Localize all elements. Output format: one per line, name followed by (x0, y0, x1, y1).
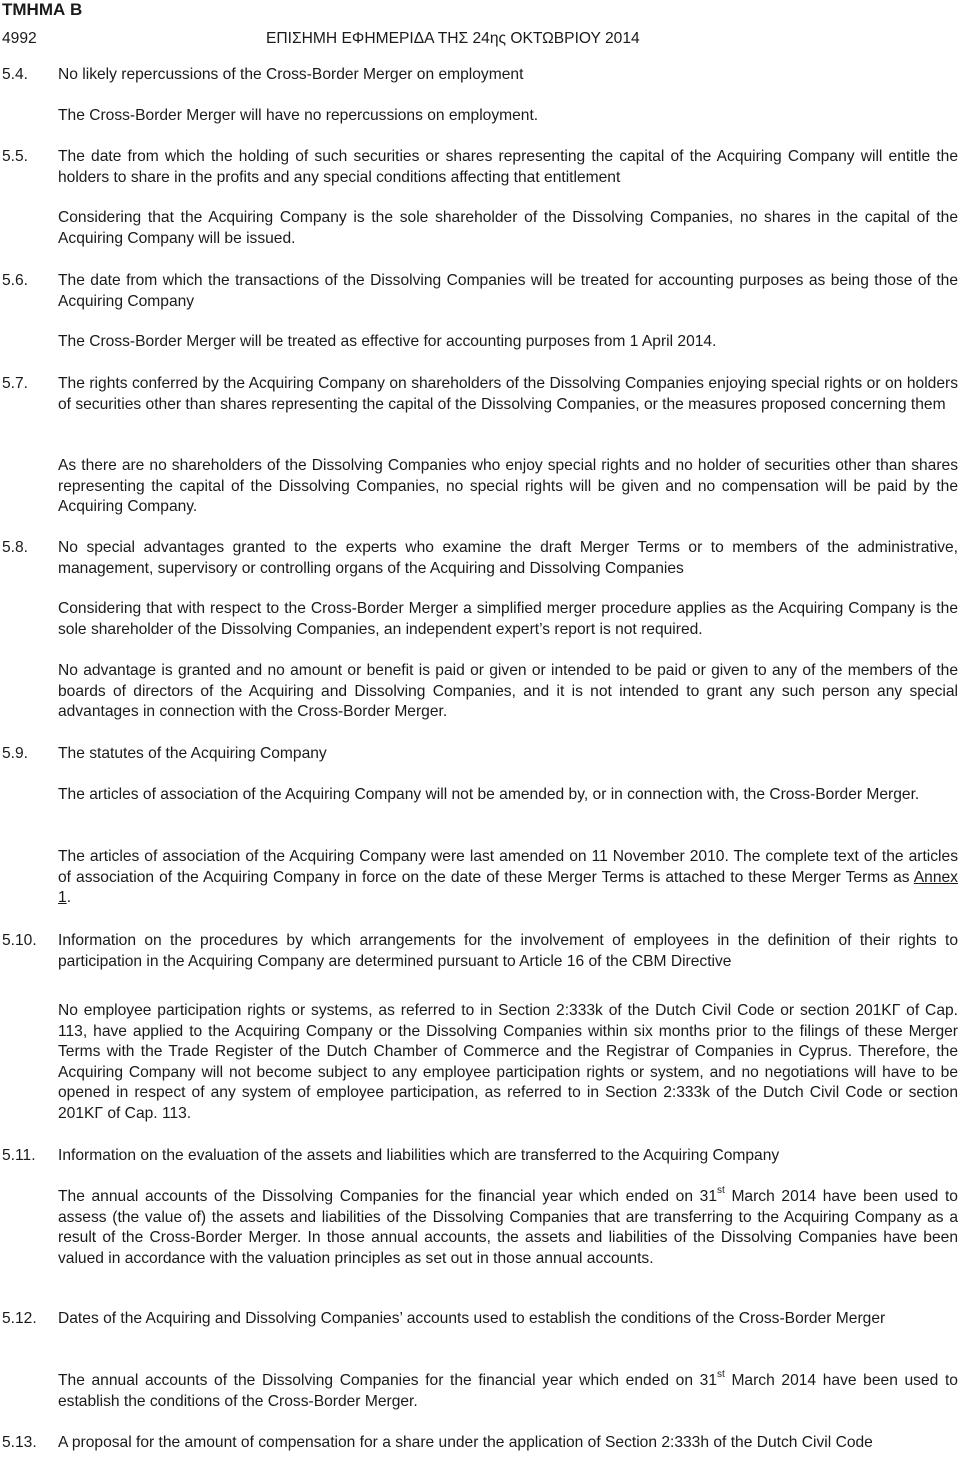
body-paragraph: Considering that with respect to the Cross-Border Merger a simplified merger procedure applies as the Acquiring Company is the sole shareholder of the Dissolving Companies, an independent expert’s report is not required. (58, 600, 958, 638)
section-number: 5.10. (2, 932, 37, 949)
body-paragraph (58, 847, 958, 909)
paragraph-text: The annual accounts of the Dissolving Companies for the financial year which ended on 31 (58, 1372, 718, 1389)
body-paragraph: The Cross-Border Merger will have no repercussions on employment. (58, 107, 539, 124)
section-heading: Information on the procedures by which arrangements for the involvement of employees in the definition of their rights to participation in the Acquiring Company are determined pursuant to Article 16 of the CBM Directive (58, 932, 958, 970)
section-heading: No special advantages granted to the experts who examine the draft Merger Terms or to members of the administrative, management, supervisory or controlling organs of the Acquiring and Dissolving Companies (58, 539, 958, 577)
section-number: 5.12. (2, 1310, 37, 1327)
section-heading: The statutes of the Acquiring Company (58, 745, 327, 762)
page-number: 4992 (2, 30, 37, 47)
section-number: 5.8. (2, 539, 29, 556)
section-number: 5.9. (2, 745, 29, 762)
body-paragraph: As there are no shareholders of the Dissolving Companies who enjoy special rights and no holder of securities other than shares representing the capital of the Dissolving Companies, no special rights will be given and no compensation will be paid by the Acquiring Company. (58, 457, 958, 516)
section-number: 5.4. (2, 66, 29, 83)
section-heading: No likely repercussions of the Cross-Border Merger on employment (58, 66, 524, 83)
section-5-4 (0, 65, 958, 124)
section-5-6 (0, 271, 958, 350)
body-paragraph (58, 1368, 958, 1412)
section-5-12 (0, 1309, 958, 1410)
section-number: 5.6. (2, 272, 29, 289)
body-paragraph (58, 1184, 958, 1269)
paragraph-end: . (66, 889, 72, 907)
body-paragraph: Considering that the Acquiring Company is the sole shareholder of the Dissolving Companies, no shares in the capital of the Acquiring Company will be issued. (58, 209, 958, 247)
section-title: ΤΜΗΜΑ Β (2, 0, 83, 19)
section-heading: The rights conferred by the Acquiring Company on shareholders of the Dissolving Companies enjoying special rights or on holders of securities other than shares representing the capital of the Dissolving Companies, or the measures proposed concerning them (58, 375, 958, 413)
section-heading: A proposal for the amount of compensation for a share under the application of Section 2:333h of the Dutch Civil Code (58, 1434, 873, 1451)
section-5-7 (0, 374, 958, 516)
section-number: 5.5. (2, 148, 29, 165)
paragraph-text: March 2014 have been used to assess (the value of) the assets and liabilities of the Dissolving Companies that are transferring to the Acquiring Company as a result of the Cross-Border Merger. In those annual accounts, the assets and liabilities of the Dissolving Companies have been valued in accordance with the valuation principles as set out in those annual accounts. (58, 1188, 958, 1267)
section-number: 5.11. (2, 1147, 36, 1164)
section-heading: The date from which the holding of such securities or shares representing the capital of the Acquiring Company will entitle the holders to share in the profits and any special conditions affecting that entitlement (58, 148, 958, 186)
section-5-5 (0, 147, 958, 247)
annex-1-link[interactable]: Annex 1 (58, 868, 958, 907)
section-5-11 (0, 1146, 958, 1267)
section-5-8 (0, 538, 958, 721)
section-heading: Information on the evaluation of the assets and liabilities which are transferred to the Acquiring Company (58, 1147, 780, 1164)
section-5-13 (0, 1433, 958, 1454)
section-number: 5.7. (2, 375, 29, 392)
section-heading: The date from which the transactions of the Dissolving Companies will be treated for accounting purposes as being those of the Acquiring Company (58, 272, 958, 310)
section-5-9 (0, 744, 958, 907)
paragraph-text: The annual accounts of the Dissolving Companies for the financial year which ended on 31 (58, 1188, 718, 1205)
paragraph-text: March 2014 have been used to establish the conditions of the Cross-Border Merger. (58, 1372, 958, 1410)
body-paragraph: The Cross-Border Merger will be treated as effective for accounting purposes from 1 April 2014. (58, 333, 717, 350)
section-5-10 (0, 931, 958, 1122)
ordinal-suffix: st (717, 1184, 725, 1196)
body-paragraph: No advantage is granted and no amount or benefit is paid or given or intended to be paid or given to any of the members of the boards of directors of the Acquiring and Dissolving Companies, and it is not intended to grant any such person any special advantages in connection with the Cross-Border Merger. (58, 662, 958, 721)
ordinal-suffix: st (717, 1368, 725, 1380)
journal-title: ΕΠΙΣΗΜΗ ΕΦΗΜΕΡΙΔΑ ΤΗΣ 24ης ΟΚΤΩΒΡΙΟΥ 2014 (266, 30, 640, 47)
body-paragraph: No employee participation rights or systems, as referred to in Section 2:333k of the Dutch Civil Code or section 201ΚΓ of Cap. 113, have applied to the Acquiring Company or the Dissolving Companies within six months prior to the filings of these Merger Terms with the Trade Register of the Dutch Chamber of Commerce and the Registrar of Companies in Cyprus. Therefore, the Acquiring Company will not become subject to any employee participation rights or system, and no negotiations will have to be opened in respect of any system of employee participation, as referred to in Section 2:333k of the Dutch Civil Code or section 201ΚΓ of Cap. 113. (58, 1002, 958, 1122)
body-paragraph: The articles of association of the Acquiring Company will not be amended by, or in connection with, the Cross-Border Merger. (58, 786, 920, 803)
paragraph-text: The articles of association of the Acquiring Company were last amended on 11 November 2010. The complete text of the articles of association of the Acquiring Company in force on the date of these Merger Terms is attached to these Merger Terms as (58, 848, 958, 886)
section-heading: Dates of the Acquiring and Dissolving Companies’ accounts used to establish the conditions of the Cross-Border Merger (58, 1310, 886, 1327)
section-number: 5.13. (2, 1434, 37, 1451)
